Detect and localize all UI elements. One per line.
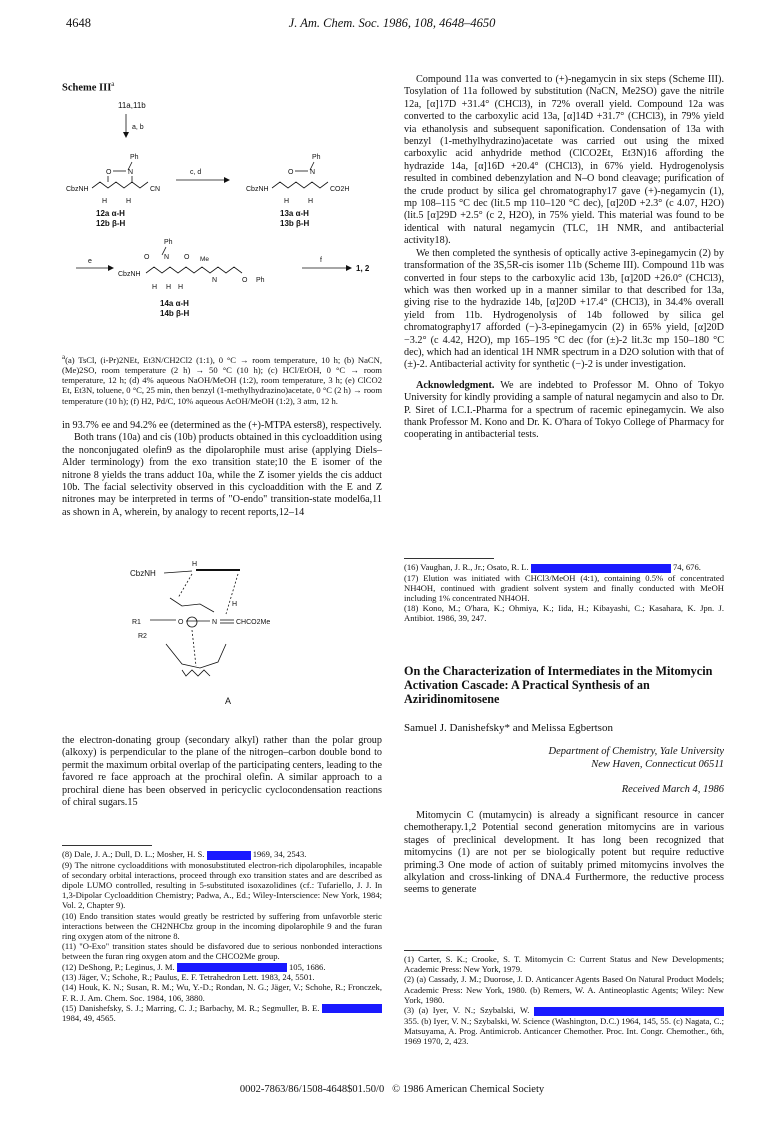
footnote-rule-right-2: [404, 950, 494, 951]
transition-state-figure-a: [130, 558, 330, 708]
ref-1: (1) Carter, S. K.; Crooke, S. T. Mitomycin C: Current Status and New Developments; Academic Press: New York, 1979.: [404, 954, 724, 975]
svg-text:CbzNH: CbzNH: [130, 569, 156, 578]
svg-text:CbzNH: CbzNH: [66, 186, 89, 193]
svg-text:CO2H: CO2H: [330, 186, 350, 193]
svg-text:O: O: [184, 254, 190, 261]
affiliation: Department of Chemistry, Yale University New Haven, Connecticut 06511: [548, 746, 724, 770]
ref-3: (3) (a) Iyer, V. N.; Szybalski, W. 355. (b) Iyer, V. N.; Szybalski, W. Science (Washington, D.C.) 1964, 145, 55. (c) Nagata, C.; Matsuyama, A. Prog. Antimicrob. Anticancer Chemother. Proc. Int. Congr. Chemother., 6th, 1969 1970, 2, 423.: [404, 1005, 724, 1046]
svg-text:H: H: [308, 198, 314, 205]
svg-text:O: O: [178, 619, 184, 626]
ref-15: (15) Danishefsky, S. J.; Marring, C. J.; Barbachy, M. R.; Segmuller, B. E. 1984, 49, 4565.: [62, 1003, 382, 1024]
svg-text:c, d: c, d: [190, 169, 202, 176]
received-date: Received March 4, 1986: [621, 784, 724, 795]
ref-8: (8) Dale, J. A.; Dull, D. L.; Mosher, H. S. 1969, 34, 2543.: [62, 849, 307, 859]
footnote-rule-right: [404, 558, 494, 559]
svg-text:O: O: [242, 277, 248, 284]
left-column-body: [62, 420, 382, 519]
svg-text:12b β-H: 12b β-H: [96, 219, 126, 228]
svg-text:R1: R1: [132, 619, 141, 626]
svg-text:13a α-H: 13a α-H: [280, 209, 309, 218]
right-column-body: [404, 74, 724, 442]
start-label: 11a,11b: [118, 101, 146, 110]
svg-text:CbzNH: CbzNH: [118, 271, 141, 278]
svg-text:Ph: Ph: [164, 239, 173, 246]
ref-12: (12) DeShong, P.; Leginus, J. M. 105, 1686.: [62, 961, 326, 972]
svg-text:1, 2: 1, 2: [356, 264, 370, 273]
acknowledgment: Acknowledgment. We are indebted to Professor M. Ohno of Tokyo University for kindly providing a sample of natural negamycin and also to Dr. P. Siret of I.C.I.-Pharma for a spectrum of racemic epinegamycin. We also thank Professor M. Kono and Dr. K. O'hara of Tokyo College of Pharmacy for cooperating in antibacterial tests.: [404, 379, 724, 441]
article-title: On the Characterization of Intermediates in the Mitomycin Activation Cascade: A Practical Synthesis of an Aziridinomitosene: [404, 664, 713, 706]
svg-text:a, b: a, b: [132, 124, 144, 131]
ref-2: (2) (a) Cassady, J. M.; Duorose, J. D. Anticancer Agents Based On Natural Product Models; Academic Press: New York, 1980. (b) Remers, W. A. Antineoplastic Agents; Wiley: New York, 1980.: [404, 974, 724, 1005]
svg-text:Ph: Ph: [312, 154, 321, 161]
ref-17: (17) Elution was initiated with CHCl3/MeOH (4:1), containing 0.5% of concentrated NH4OH, continued with gradient solvent system and finally conducted with MeOH including 1% concentrated NH4OH.: [404, 572, 724, 603]
scheme-label: Scheme III$^a$: [62, 80, 115, 94]
svg-text:N: N: [128, 169, 134, 176]
scheme-iii-diagram: [66, 96, 386, 358]
svg-text:R2: R2: [138, 633, 147, 640]
left-paragraph-2: Both trans (10a) and cis (10b) products obtained in this cycloaddition using the nonconjugated olefin9 as the dipolarophile must arise (applying Diels–Alder terminology) from the exo transition state;10 the E isomer of the nitrone 8 yields the trans adduct 10a, while the Z isomer yields the cis adduct 10b. The facial selectivity observed in this cycloaddition with the E and Z nitrones may be interpreted in terms of "O-endo" transition-state model6a,11 as shown in A, wherein, by analogy to recent reports,12–14: [62, 432, 382, 518]
svg-text:e: e: [88, 258, 92, 265]
svg-text:13b β-H: 13b β-H: [280, 219, 310, 228]
redaction-box: [322, 1004, 382, 1013]
svg-text:H: H: [102, 198, 108, 205]
ref-13: (13) Jäger, V.; Schohe, R.; Paulus, E. F. Tetrahedron Lett. 1983, 24, 5501.: [62, 972, 315, 983]
svg-text:CbzNH: CbzNH: [246, 186, 269, 193]
redaction-box: [177, 963, 287, 972]
svg-text:A: A: [225, 696, 232, 706]
svg-text:14a α-H: 14a α-H: [160, 299, 189, 308]
svg-text:12a α-H: 12a α-H: [96, 209, 125, 218]
ref-18: (18) Kono, M.; O'hara, K.; Ohmiya, K.; Iida, H.; Kibayashi, C.; Kasahara, K. Jpn. J. Antibiot. 1986, 39, 247.: [404, 603, 724, 624]
svg-text:H: H: [232, 601, 238, 608]
svg-text:O: O: [106, 169, 112, 176]
svg-text:N: N: [310, 169, 316, 176]
svg-text:O: O: [288, 169, 294, 176]
footer: 0002-7863/86/1508-4648$01.50/0 © 1986 American Chemical Society: [239, 1084, 545, 1095]
right-references-2: [404, 954, 724, 1046]
svg-text:H: H: [284, 198, 290, 205]
redaction-box: [534, 1007, 724, 1016]
scheme-footnote: $^a$(a) TsCl, (i-Pr)2NEt, Et3N/CH2Cl2 (1:1), 0 °C → room temperature, 10 h; (b) NaCN, (Me)2SO, room temperature (2 h) → 50 °C (10 h); (c) HCl/EtOH, 0 °C → room temperature, 12 h; (d) 4% aqueous NaOH/MeOH (1:2), room temperature, 3 h; (e) ClCO2 Et, Et3N, toluene, 0 °C, 25 min, then benzyl (1-methylhydrazino)acetate, 0 °C (2 h) → room temperature (10 h); (f) H2, Pd/C, 10% aqueous AcOH/MeOH (1:2), 3 atm, 12 h.: [62, 353, 382, 406]
svg-text:Me: Me: [200, 256, 210, 263]
ref-10: (10) Endo transition states would greatly be restricted by suffering from unfavorble steric interactions between the CH2NHCbz group in the incoming dipolarophile 9 and the furan ring oxygen atom of the nitrone 8.: [62, 910, 382, 941]
svg-text:N: N: [164, 254, 170, 261]
svg-text:H: H: [152, 284, 158, 291]
journal-header: J. Am. Chem. Soc. 1986, 108, 4648–4650: [288, 16, 496, 30]
ref-16: (16) Vaughan, J. R., Jr.; Osato, R. L. 74, 676.: [404, 562, 701, 572]
right-paragraph-2: We then completed the synthesis of optically active 3-epinegamycin (2) by transformation of the 3S,5R-cis isomer 11b (Scheme III). Compound 11b was converted in four steps to the carboxylic acid 13b, [α]20D +26.0° (CHCl3), which was then worked up in a manner similar to that described for 13a, giving rise to the hydrazide 14b, [α]20D +17.4° (CHCl3), in 34.4% overall yield from 11b. Hydrogenolysis of 14b followed by silica gel chromatography17 afforded (−)-3-epinegamycin (2) in 65% yield, [α]20D −3.2° (c 4.42, H2O), mp 165–195 °C dec (for (±)-2 lit.3c mp 150–180 °C dec), which had an identical 1H NMR spectrum in a D2O solution with that of (±)-2. Antibacterial activity for synthetic (−)-2 is under investigation.: [404, 247, 724, 371]
svg-text:Ph: Ph: [130, 154, 139, 161]
ref-9: (9) The nitrone cycloadditions with monosubstituted electron-rich dipolarophiles, incapable of secondary orbital interactions, proceed through exo transition states and are described as dipole LUMO controlled, resulting in 5-substituted isoxazolidines (cf.: Tufariello, J. J. In 1,3-Dipolar Cycloaddition Chemistry; Padwa, A., Ed.; Wiley-Interscience: New York, 1984; Vol. 2, Chapter 9).: [62, 859, 382, 911]
page-number: 4648: [66, 16, 91, 30]
right-paragraph-3: Mitomycin C (mutamycin) is already a significant resource in cancer chemotherapy.1,2 Potential second generation mitomycins are in various stages of preclinical development. It has long been recognized that mitomycins (1) are not per se biologically potent but require reductive priming.3 One mode of action of suitably primed mitomycins involves the alkylation and cross-linking of DNA.4 Furthermore, the reductive process seems to generate: [404, 810, 724, 896]
footnote-rule-left: [62, 845, 152, 846]
left-column-body-2: [62, 735, 382, 809]
svg-text:Ph: Ph: [256, 277, 265, 284]
right-column-body-2: [404, 810, 724, 897]
right-paragraph-1: Compound 11a was converted to (+)-negamycin in six steps (Scheme III). Tosylation of 11a followed by substitution (NaCN, Me2SO) gave the nitrile 12a, [α]17D +31.4° (CHCl3), in 72% overall yield. Compound 12a was converted to the carboxylic acid 13a, [α]14D +31.7° (CHCl3), in 79% yield via ethanolysis and subsequent saponification. Condensation of 13a with benzyl (1-methylhydrazino)acetate was carried out using the mixed carboxylic acid anhydride method (ClCO2Et, Et3N)16 affording the hydrazide 14a, [α]16D +20.4° (CHCl3), in 67% yield. Hydrogenolysis resulted in combined debenzylation and N–O bond cleavage; purification of the crude product by silica gel chromatography17 gave (+)-negamycin (1), mp 108–115 °C dec (lit.5 mp 110–120 °C dec), [α]20D +2.3° (c 4.07, H2O) (lit.5 [α]29D +2.5° (c 2, H2O), in 75% yield. This material was found to be identical with natural negamycin (TLC, 1H NMR, and antibacterial activity18).: [404, 74, 724, 247]
left-paragraph-1: in 93.7% ee and 94.2% ee (determined as the (+)-MTPA esters8), respectively.: [62, 420, 382, 431]
svg-text:f: f: [320, 257, 322, 264]
svg-text:CN: CN: [150, 186, 161, 193]
svg-text:O: O: [144, 254, 150, 261]
svg-text:14b β-H: 14b β-H: [160, 309, 190, 318]
svg-text:H: H: [178, 284, 184, 291]
svg-text:CHCO2Me: CHCO2Me: [236, 619, 271, 626]
ref-11: (11) "O-Exo" transition states should be disfavored due to serious nonbonded interactions between the furan ring oxygen atom and the CHCO2Me group.: [62, 941, 382, 962]
svg-text:H: H: [192, 561, 198, 568]
redaction-box: [531, 564, 671, 573]
svg-text:N: N: [212, 619, 218, 626]
redaction-box: [207, 851, 251, 860]
svg-text:H: H: [126, 198, 132, 205]
ref-14: (14) Houk, K. N.; Susan, R. M.; Wu, Y.-D.; Rondan, N. G.; Jäger, V.; Schohe, R.; Fronczek, F. R. J. Am. Chem. Soc. 1984, 106, 3880.: [62, 982, 382, 1003]
right-references: [404, 562, 724, 624]
svg-text:N: N: [212, 277, 218, 284]
authors: Samuel J. Danishefsky* and Melissa Egbertson: [404, 722, 613, 734]
svg-text:H: H: [166, 284, 172, 291]
left-references: [62, 849, 382, 1023]
left-paragraph-3: the electron-donating group (secondary alkyl) rather than the polar group (alkoxy) is perpendicular to the plane of the nitrogen–carbon double bond to permit the maximum orbital overlap of the participating centers, leading to the favored re face approach at the prochiral olefin. A similar approach to a prochiral diene has been observed in pericyclic cyclocondensation reactions of chiral sugars.15: [62, 735, 382, 809]
